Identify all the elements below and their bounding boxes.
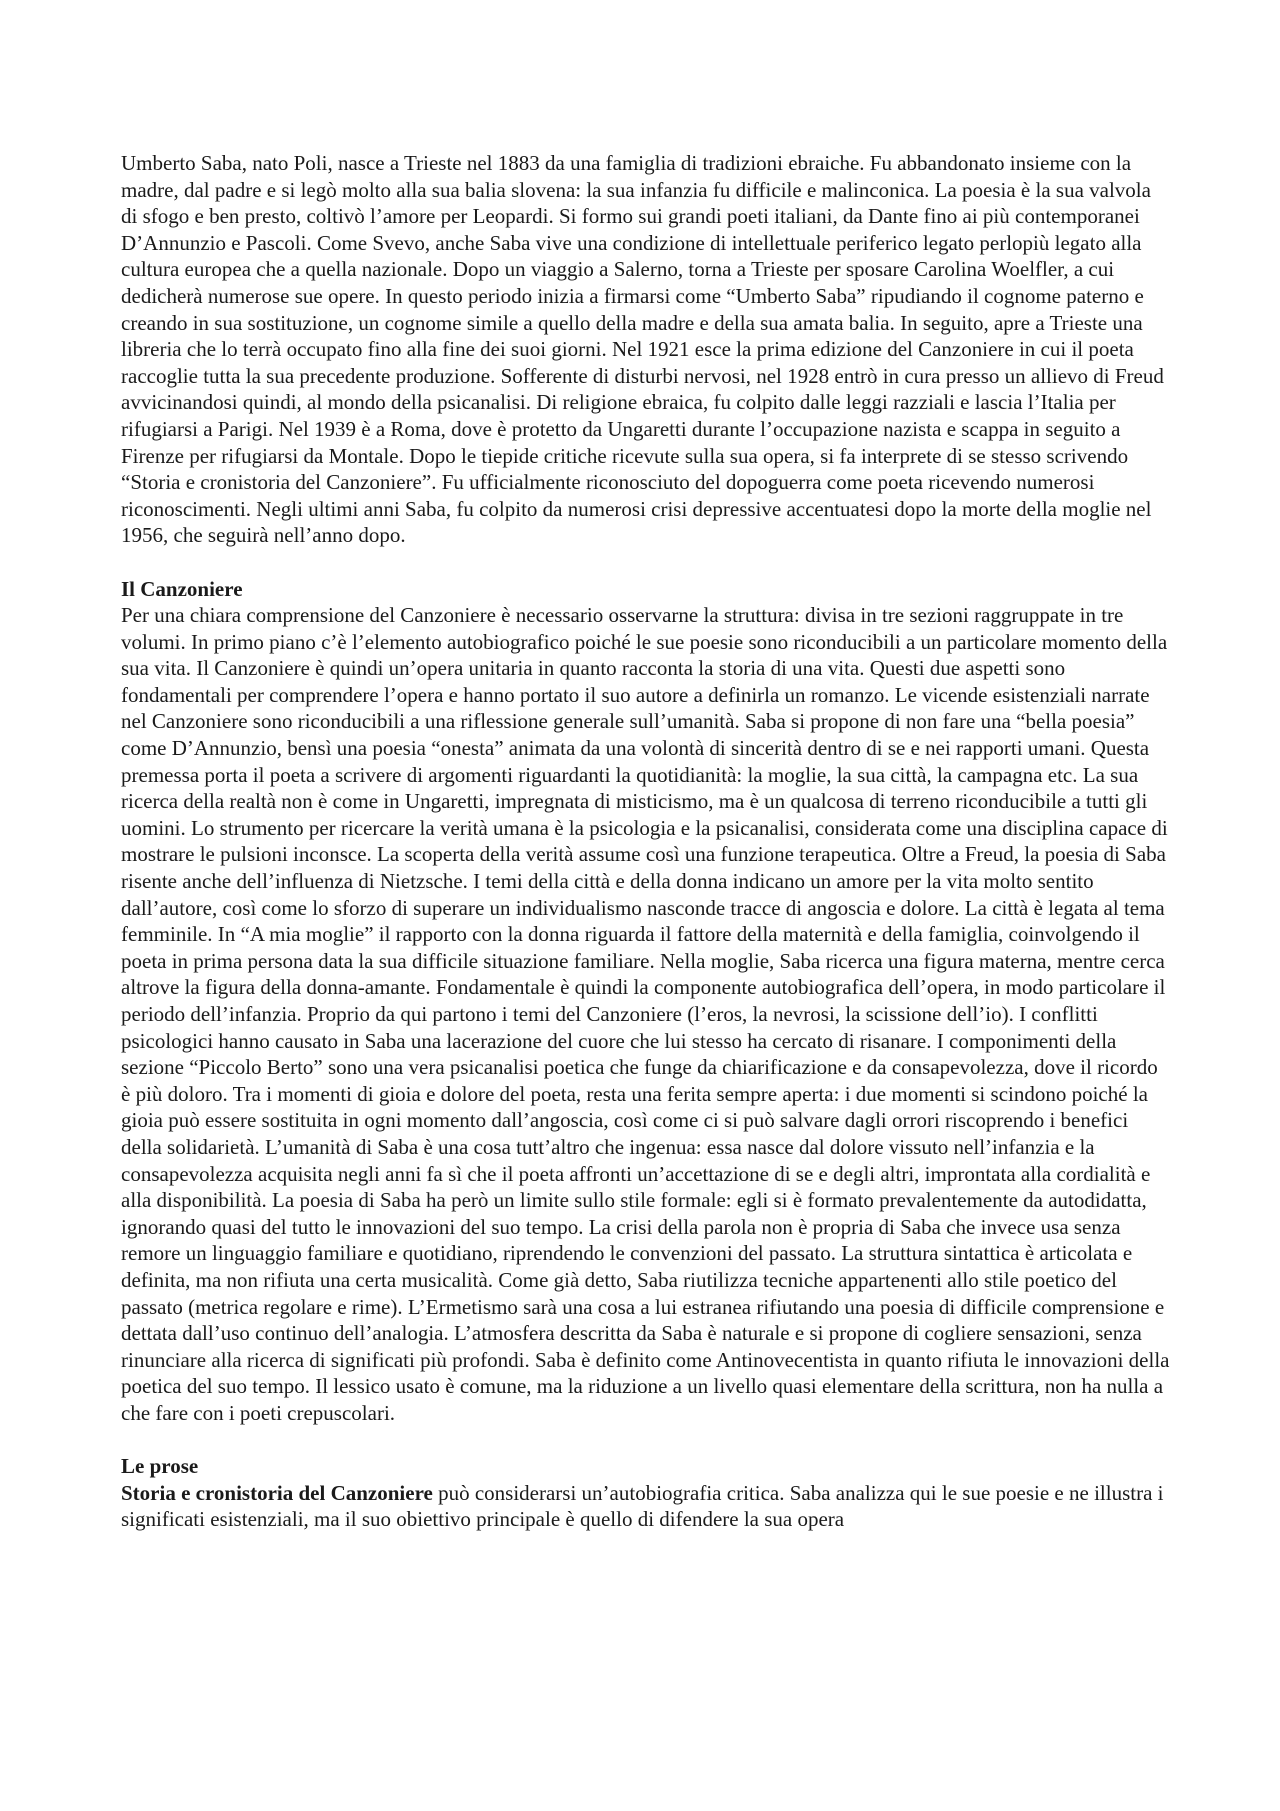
prose-bold-title: Storia e cronistoria del Canzoniere bbox=[121, 1480, 433, 1505]
section-heading-prose: Le prose bbox=[121, 1454, 199, 1479]
prose-paragraph-text: può considerarsi un’autobiografia critica. Saba analizza qui le sue poesie e ne illustra i significati esistenziali, ma il suo obiettivo principale è quello di difendere la sua opera bbox=[121, 1480, 1164, 1532]
prose-paragraph bbox=[121, 1480, 1171, 1533]
document-body bbox=[121, 150, 1171, 1533]
biography-paragraph: Umberto Saba, nato Poli, nasce a Trieste nel 1883 da una famiglia di tradizioni ebraiche. Fu abbandonato insieme con la madre, dal padre e si legò molto alla sua balia slovena: la sua infanzia fu difficile e malinconica. La poesia è la sua valvola di sfogo e ben presto, coltivò l’amore per Leopardi. Si formo sui grandi poeti italiani, da Dante fino ai più contemporanei D’Annunzio e Pascoli. Come Svevo, anche Saba vive una condizione di intellettuale periferico legato perlopiù legato alla cultura europea che a quella nazionale. Dopo un viaggio a Salerno, torna a Trieste per sposare Carolina Woelfler, a cui dedicherà numerose sue opere. In questo periodo inizia a firmarsi come “Umberto Saba” ripudiando il cognome paterno e creando in sua sostituzione, un cognome simile a quello della madre e della sua amata balia. In seguito, apre a Trieste una libreria che lo terrà occupato fino alla fine dei suoi giorni. Nel 1921 esce la prima edizione del Canzoniere in cui il poeta raccoglie tutta la sua precedente produzione. Sofferente di disturbi nervosi, nel 1928 entrò in cura presso un allievo di Freud avvicinandosi quindi, al mondo della psicanalisi. Di religione ebraica, fu colpito dalle leggi razziali e lascia l’Italia per rifugiarsi a Parigi. Nel 1939 è a Roma, dove è protetto da Ungaretti durante l’occupazione nazista e scappa in seguito a Firenze per rifugiarsi da Montale. Dopo le tiepide critiche ricevute sulla sua opera, si fa interprete di se stesso scrivendo “Storia e cronistoria del Canzoniere”. Fu ufficialmente riconosciuto del dopoguerra come poeta ricevendo numerosi riconoscimenti. Negli ultimi anni Saba, fu colpito da numerosi crisi depressive accentuatesi dopo la morte della moglie nel 1956, che seguirà nell’anno dopo. bbox=[121, 151, 1164, 548]
section-heading-canzoniere: Il Canzoniere bbox=[121, 576, 243, 601]
canzoniere-paragraph: Per una chiara comprensione del Canzoniere è necessario osservarne la struttura: divisa in tre sezioni raggruppate in tre volumi. In primo piano c’è l’elemento autobiografico poiché le sue poesie sono riconducibili a un particolare momento della sua vita. Il Canzoniere è quindi un’opera unitaria in quanto racconta la storia di una vita. Questi due aspetti sono fondamentali per comprendere l’opera e hanno portato il suo autore a definirla un romanzo. Le vicende esistenziali narrate nel Canzoniere sono riconducibili a una riflessione generale sull’umanità. Saba si propone di non fare una “bella poesia” come D’Annunzio, bensì una poesia “onesta” animata da una volontà di sincerità dentro di se e nei rapporti umani. Questa premessa porta il poeta a scrivere di argomenti riguardanti la quotidianità: la moglie, la sua città, la campagna etc. La sua ricerca della realtà non è come in Ungaretti, impregnata di misticismo, ma è un qualcosa di terreno riconducibile a tutti gli uomini. Lo strumento per ricercare la verità umana è la psicologia e la psicanalisi, considerata come una disciplina capace di mostrare le pulsioni inconsce. La scoperta della verità assume così una funzione terapeutica. Oltre a Freud, la poesia di Saba risente anche dell’influenza di Nietzsche. I temi della città e della donna indicano un amore per la vita molto sentito dall’autore, così come lo sforzo di superare un individualismo nasconde tracce di angoscia e dolore. La città è legata al tema femminile. In “A mia moglie” il rapporto con la donna riguarda il fattore della maternità e della famiglia, coinvolgendo il poeta in prima persona data la sua difficile situazione familiare. Nella moglie, Saba ricerca una figura materna, mentre cerca altrove la figura della donna-amante. Fondamentale è quindi la componente autobiografica dell’opera, in modo particolare il periodo dell’infanzia. Proprio da qui partono i temi del Canzoniere (l’eros, la nevrosi, la scissione dell’io). I conflitti psicologici hanno causato in Saba una lacerazione del cuore che lui stesso ha cercato di risanare. I componimenti della sezione “Piccolo Berto” sono una vera psicanalisi poetica che funge da chiarificazione e da consapevolezza, dove il ricordo è più doloro. Tra i momenti di gioia e dolore del poeta, resta una ferita sempre aperta: i due momenti si scindono poiché la gioia può essere sostituita in ogni momento dall’angoscia, così come ci si può salvare dagli orrori riscoprendo i benefici della solidarietà. L’umanità di Saba è una cosa tutt’altro che ingenua: essa nasce dal dolore vissuto nell’infanzia e la consapevolezza acquisita negli anni fa sì che il poeta affronti un’accettazione di se e degli altri, improntata alla cordialità e alla disponibilità. La poesia di Saba ha però un limite sullo stile formale: egli si è formato prevalentemente da autodidatta, ignorando quasi del tutto le innovazioni del suo tempo. La crisi della parola non è propria di Saba che invece usa senza remore un linguaggio familiare e quotidiano, riprendendo le convenzioni del passato. La struttura sintattica è articolata e definita, ma non rifiuta una certa musicalità. Come già detto, Saba riutilizza tecniche appartenenti allo stile poetico del passato (metrica regolare e rime). L’Ermetismo sarà una cosa a lui estranea rifiutando una poesia di difficile comprensione e dettata dall’uso continuo dell’analogia. L’atmosfera descritta da Saba è naturale e si propone di cogliere sensazioni, senza rinunciare alla ricerca di significati più profondi. Saba è definito come Antinovecentista in quanto rifiuta le innovazioni della poetica del suo tempo. Il lessico usato è comune, ma la riduzione a un livello quasi elementare della scrittura, non ha nulla a che fare con i poeti crepuscolari. bbox=[121, 603, 1170, 1425]
